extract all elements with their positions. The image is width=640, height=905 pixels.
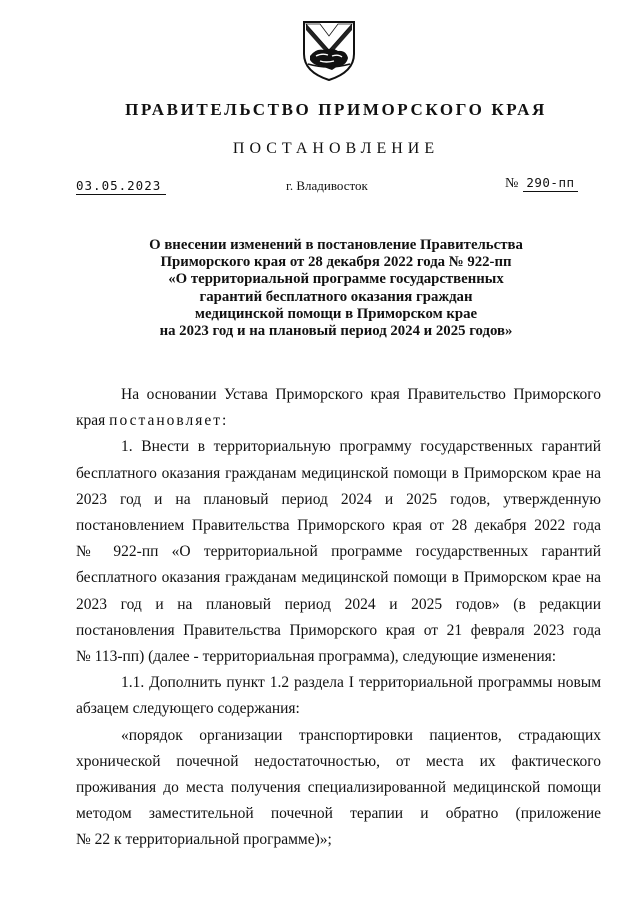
primorsky-krai-coat-of-arms-icon: [302, 20, 356, 82]
document-subject: [120, 237, 552, 340]
document-body: [76, 382, 601, 854]
paragraph-line: 2023 год и на плановый период 2024 и 2025 годов, утвержденную: [76, 490, 601, 508]
paragraph-line: постановлением Правительства Приморского края от 28 декабря 2022 года: [76, 517, 601, 535]
document-date: 03.05.2023: [76, 178, 166, 195]
document-type: ПОСТАНОВЛЕНИЕ: [232, 140, 440, 157]
paragraph-line: постановления Правительства Приморского края от 21 февраля 2023 года: [76, 621, 601, 639]
paragraph-line: проживания до места получения специализированной медицинской помощи: [76, 779, 601, 797]
subject-line: медицинской помощи в Приморском крае: [194, 305, 478, 322]
paragraph-line: № 22 к территориальной программе)»;: [76, 831, 332, 849]
paragraph-line: На основании Устава Приморского края Правительство Приморского: [121, 386, 601, 403]
subject-line: О внесении изменений в постановление Правительства: [149, 237, 523, 253]
paragraph-text: края: [76, 412, 110, 430]
paragraph-line: 2023 год и на плановый период 2024 и 2025 годов» (в редакции: [76, 595, 601, 613]
subject-line: гарантий бесплатного оказания граждан: [199, 288, 473, 305]
resolves-word: постановляет:: [109, 412, 229, 430]
paragraph-line: № 113-пп) (далее - территориальная программа), следующие изменения:: [76, 648, 557, 666]
paragraph-line: № 922-пп «О территориальной программе государственных гарантий: [76, 543, 601, 561]
paragraph-line: 1. Внести в территориальную программу государственных гарантий: [121, 438, 601, 456]
document-number: [505, 175, 578, 192]
document-city: г. Владивосток: [286, 178, 368, 193]
paragraph-line: абзацем следующего содержания:: [76, 700, 300, 718]
paragraph-line: бесплатного оказания гражданам медицинской помощи в Приморском крае на: [76, 464, 601, 482]
paragraph-line: «порядок организации транспортировки пациентов, страдающих: [121, 726, 601, 744]
paragraph-line: 1.1. Дополнить пункт 1.2 раздела I территориальной программы новым: [121, 674, 601, 692]
subject-line: Приморского края от 28 декабря 2022 года № 922-пп: [160, 254, 512, 271]
government-title: ПРАВИТЕЛЬСТВО ПРИМОРСКОГО КРАЯ: [125, 100, 547, 119]
number-value: 290-пп: [523, 175, 577, 192]
paragraph-line: [76, 408, 601, 434]
paragraph-line: методом заместительной почечной терапии и обратно (приложение: [76, 805, 601, 823]
paragraph-line: хронической почечной недостаточностью, от места их фактического: [76, 752, 601, 770]
subject-line: на 2023 год и на плановый период 2024 и 2025 годов»: [159, 323, 513, 340]
paragraph-line: бесплатного оказания гражданам медицинской помощи в Приморском крае на: [76, 569, 601, 587]
subject-line: «О территориальной программе государственных: [168, 271, 504, 288]
number-sign: №: [505, 176, 519, 191]
